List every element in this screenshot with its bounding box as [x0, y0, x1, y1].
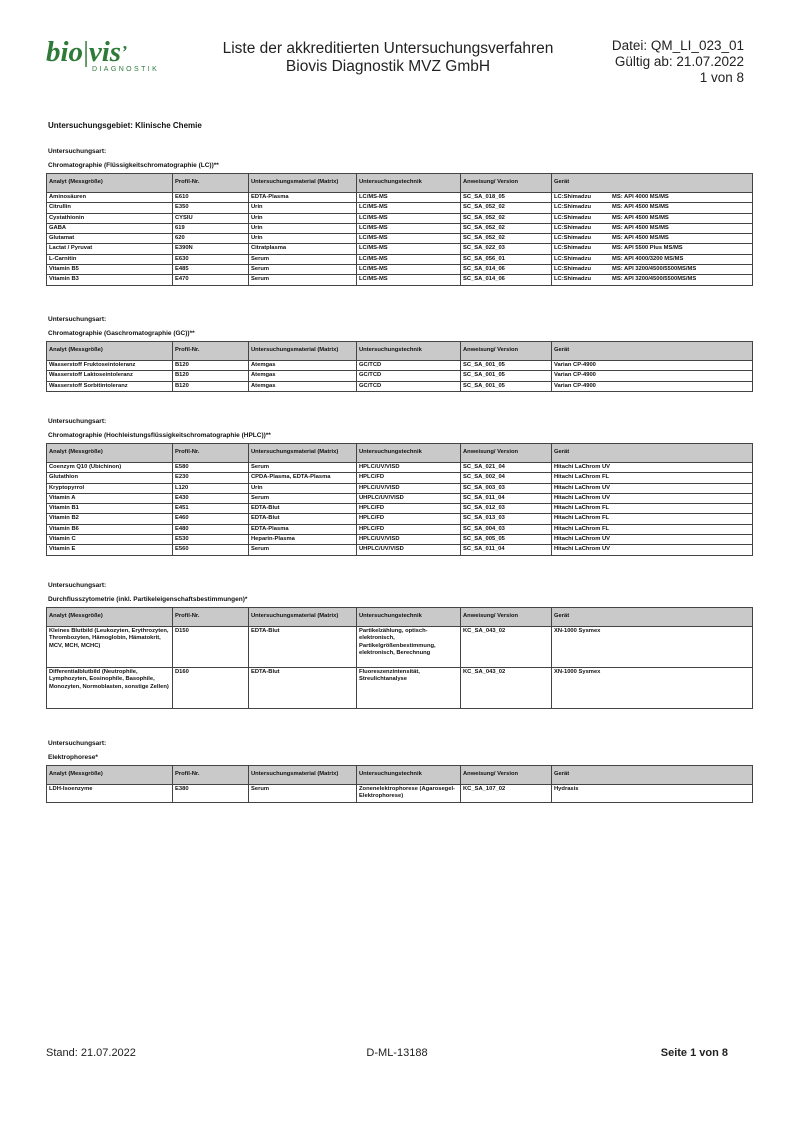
- table-cell: Wasserstoff Fruktoseintoleranz: [47, 361, 173, 371]
- table-cell: Hitachi LaChrom FL: [552, 504, 753, 514]
- table-row: [47, 473, 753, 483]
- table-row: [47, 254, 753, 264]
- section-title: Durchflusszytometrie (inkl. Partikeleigenschaftsbestimmungen)*: [48, 596, 248, 603]
- table-cell: SC_SA_001_05: [461, 361, 552, 371]
- table-cell: E430: [173, 493, 249, 503]
- footer-page: Seite 1 von 8: [660, 1047, 728, 1059]
- table-cell: Vitamin C: [47, 535, 173, 545]
- document-info: [612, 38, 744, 86]
- table-cell: Fluoreszenzintensität, Streulichtanalyse: [357, 668, 461, 709]
- table-cell: E610: [173, 193, 249, 203]
- lc-device: LC:Shimadzu: [554, 224, 592, 231]
- table-cell: HPLC/FD: [357, 514, 461, 524]
- column-header: Profil-Nr.: [173, 608, 249, 627]
- column-header: Anweisung/ Version: [461, 766, 552, 785]
- ms-device: MS: API 4500 MS/MS: [612, 214, 669, 221]
- table-cell: UHPLC/UV/VISD: [357, 493, 461, 503]
- table-cell: E390N: [173, 244, 249, 254]
- table-cell: Hitachi LaChrom UV: [552, 545, 753, 555]
- table-cell: E630: [173, 254, 249, 264]
- table-cell: EDTA-Plasma: [249, 193, 357, 203]
- column-header: Anweisung/ Version: [461, 444, 552, 463]
- table-cell: Hitachi LaChrom UV: [552, 493, 753, 503]
- table-cell: SC_SA_013_03: [461, 514, 552, 524]
- table-cell: E460: [173, 514, 249, 524]
- table-cell: Urin: [249, 483, 357, 493]
- footer-stand: Stand: 21.07.2022: [46, 1047, 136, 1059]
- table-cell: LC/MS-MS: [357, 203, 461, 213]
- table-cell: Atemgas: [249, 371, 357, 381]
- table-header-row: [47, 174, 753, 193]
- table-cell: Differentialblutbild (Neutrophile, Lymphozyten, Eosinophile, Basophile, Monozyten, Normoblasten, sonstige Zellen): [47, 668, 173, 709]
- table-cell: LC/MS-MS: [357, 254, 461, 264]
- table-cell: EDTA-Blut: [249, 627, 357, 668]
- section-title: Elektrophorese*: [48, 754, 98, 761]
- table-cell: Lactat / Pyruvat: [47, 244, 173, 254]
- section-3: [46, 417, 752, 556]
- table-cell: SC_SA_052_02: [461, 223, 552, 233]
- table-cell: Coenzym Q10 (Ubichinon): [47, 463, 173, 473]
- table-cell: SC_SA_003_03: [461, 483, 552, 493]
- table-cell: Glutamat: [47, 234, 173, 244]
- table-row: [47, 244, 753, 254]
- table-row: [47, 223, 753, 233]
- table-cell: Vitamin B5: [47, 265, 173, 275]
- table-cell: HPLC/FD: [357, 473, 461, 483]
- section-label: Untersuchungsart:: [48, 148, 107, 155]
- table-cell: Hitachi LaChrom UV: [552, 463, 753, 473]
- table-cell: [552, 234, 753, 244]
- table-cell: Cystathionin: [47, 213, 173, 223]
- table-cell: Zonenelektrophorese (Agarosegel-Elektrophorese): [357, 785, 461, 803]
- table-cell: Vitamin E: [47, 545, 173, 555]
- table-header-row: [47, 444, 753, 463]
- column-header: Gerät: [552, 342, 753, 361]
- table-header-row: [47, 342, 753, 361]
- column-header: Profil-Nr.: [173, 174, 249, 193]
- column-header: Analyt (Messgröße): [47, 444, 173, 463]
- area-title: Untersuchungsgebiet: Klinische Chemie: [48, 121, 202, 130]
- table-cell: Partikelzählung, optisch-elektronisch, Partikelgrößenbestimmung, elektronisch, Berechnung: [357, 627, 461, 668]
- column-header: Untersuchungsmaterial (Matrix): [249, 342, 357, 361]
- table-cell: LDH-Isoenzyme: [47, 785, 173, 803]
- table-cell: SC_SA_052_02: [461, 203, 552, 213]
- table-cell: HPLC/UV/VISD: [357, 535, 461, 545]
- section-title: Chromatographie (Flüssigkeitschromatographie (LC))**: [48, 162, 219, 169]
- table-cell: Hydrasis: [552, 785, 753, 803]
- method-table: [46, 443, 753, 556]
- page-count: 1 von 8: [699, 70, 744, 85]
- column-header: Anweisung/ Version: [461, 342, 552, 361]
- table-cell: GC/TCD: [357, 361, 461, 371]
- table-cell: E380: [173, 785, 249, 803]
- table-cell: [552, 275, 753, 285]
- section-label: Untersuchungsart:: [48, 582, 107, 589]
- table-cell: D160: [173, 668, 249, 709]
- table-cell: [552, 244, 753, 254]
- table-row: [47, 193, 753, 203]
- ms-device: MS: API 5500 Plus MS/MS: [612, 245, 683, 252]
- lc-device: LC:Shimadzu: [554, 214, 592, 221]
- table-row: [47, 524, 753, 534]
- section-label: Untersuchungsart:: [48, 418, 107, 425]
- table-header-row: [47, 608, 753, 627]
- table-cell: 620: [173, 234, 249, 244]
- table-cell: XN-1000 Sysmex: [552, 627, 753, 668]
- table-cell: Urin: [249, 223, 357, 233]
- column-header: Gerät: [552, 766, 753, 785]
- table-cell: SC_SA_052_02: [461, 234, 552, 244]
- table-cell: KC_SA_107_02: [461, 785, 552, 803]
- column-header: Untersuchungsmaterial (Matrix): [249, 174, 357, 193]
- table-row: [47, 371, 753, 381]
- table-cell: E560: [173, 545, 249, 555]
- table-cell: E480: [173, 524, 249, 534]
- lc-device: LC:Shimadzu: [554, 204, 592, 211]
- column-header: Analyt (Messgröße): [47, 766, 173, 785]
- table-cell: Citratplasma: [249, 244, 357, 254]
- column-header: Analyt (Messgröße): [47, 174, 173, 193]
- table-cell: Urin: [249, 203, 357, 213]
- table-cell: LC/MS-MS: [357, 275, 461, 285]
- method-table: [46, 765, 753, 803]
- table-row: [47, 504, 753, 514]
- table-cell: Serum: [249, 545, 357, 555]
- column-header: Profil-Nr.: [173, 444, 249, 463]
- table-row: [47, 381, 753, 391]
- table-cell: LC/MS-MS: [357, 213, 461, 223]
- ms-device: MS: API 3200/4500/5500MS/MS: [612, 266, 697, 273]
- table-cell: 619: [173, 223, 249, 233]
- column-header: Profil-Nr.: [173, 766, 249, 785]
- table-cell: Serum: [249, 275, 357, 285]
- table-cell: Urin: [249, 234, 357, 244]
- document-title: [200, 40, 576, 76]
- table-cell: [552, 265, 753, 275]
- table-header-row: [47, 766, 753, 785]
- table-cell: [552, 254, 753, 264]
- table-cell: Hitachi LaChrom FL: [552, 473, 753, 483]
- table-cell: LC/MS-MS: [357, 234, 461, 244]
- column-header: Untersuchungstechnik: [357, 608, 461, 627]
- lc-device: LC:Shimadzu: [554, 255, 592, 262]
- ms-device: MS: API 4500 MS/MS: [612, 224, 669, 231]
- table-cell: Vitamin B3: [47, 275, 173, 285]
- lc-device: LC:Shimadzu: [554, 276, 592, 283]
- table-cell: Varian CP-4900: [552, 381, 753, 391]
- table-cell: [552, 213, 753, 223]
- column-header: Anweisung/ Version: [461, 174, 552, 193]
- table-cell: Hitachi LaChrom FL: [552, 524, 753, 534]
- table-cell: HPLC/UV/VISD: [357, 483, 461, 493]
- section-label: Untersuchungsart:: [48, 740, 107, 747]
- column-header: Untersuchungstechnik: [357, 766, 461, 785]
- table-cell: E230: [173, 473, 249, 483]
- table-cell: Vitamin B1: [47, 504, 173, 514]
- table-cell: E350: [173, 203, 249, 213]
- table-cell: [552, 203, 753, 213]
- column-header: Profil-Nr.: [173, 342, 249, 361]
- table-cell: GC/TCD: [357, 381, 461, 391]
- table-cell: SC_SA_001_05: [461, 371, 552, 381]
- table-cell: E451: [173, 504, 249, 514]
- table-cell: EDTA-Plasma: [249, 524, 357, 534]
- table-cell: Wasserstoff Laktoseintoleranz: [47, 371, 173, 381]
- table-cell: GC/TCD: [357, 371, 461, 381]
- table-cell: E530: [173, 535, 249, 545]
- table-cell: SC_SA_004_03: [461, 524, 552, 534]
- table-cell: [552, 193, 753, 203]
- table-cell: LC/MS-MS: [357, 265, 461, 275]
- table-cell: Vitamin B6: [47, 524, 173, 534]
- table-cell: L120: [173, 483, 249, 493]
- section-title: Chromatographie (Gaschromatographie (GC))**: [48, 330, 195, 337]
- title-line-2: Biovis Diagnostik MVZ GmbH: [285, 58, 491, 75]
- table-cell: Hitachi LaChrom FL: [552, 514, 753, 524]
- table-cell: [552, 223, 753, 233]
- table-cell: XN-1000 Sysmex: [552, 668, 753, 709]
- table-cell: GABA: [47, 223, 173, 233]
- table-row: [47, 514, 753, 524]
- ms-device: MS: API 4500 MS/MS: [612, 235, 669, 242]
- table-cell: Heparin-Plasma: [249, 535, 357, 545]
- table-row: [47, 668, 753, 709]
- table-cell: E580: [173, 463, 249, 473]
- column-header: Untersuchungsmaterial (Matrix): [249, 608, 357, 627]
- file-id: Datei: QM_LI_023_01: [611, 38, 744, 53]
- lc-device: LC:Shimadzu: [554, 194, 592, 200]
- section-1: [46, 147, 752, 286]
- table-cell: SC_SA_018_05: [461, 193, 552, 203]
- table-cell: LC/MS-MS: [357, 223, 461, 233]
- table-cell: E470: [173, 275, 249, 285]
- lc-device: LC:Shimadzu: [554, 235, 592, 242]
- table-cell: Citrullin: [47, 203, 173, 213]
- table-cell: UHPLC/UV/VISD: [357, 545, 461, 555]
- column-header: Untersuchungsmaterial (Matrix): [249, 766, 357, 785]
- table-cell: EDTA-Blut: [249, 504, 357, 514]
- table-cell: Urin: [249, 213, 357, 223]
- table-cell: HPLC/FD: [357, 504, 461, 514]
- table-cell: SC_SA_012_03: [461, 504, 552, 514]
- section-5: [46, 739, 752, 803]
- footer-code: D-ML-13188: [366, 1047, 428, 1059]
- table-cell: L-Carnitin: [47, 254, 173, 264]
- table-cell: Vitamin B2: [47, 514, 173, 524]
- column-header: Untersuchungstechnik: [357, 444, 461, 463]
- table-cell: SC_SA_001_05: [461, 381, 552, 391]
- section-4: [46, 581, 752, 709]
- table-row: [47, 493, 753, 503]
- table-row: [47, 213, 753, 223]
- table-cell: SC_SA_014_06: [461, 275, 552, 285]
- table-cell: KC_SA_043_02: [461, 627, 552, 668]
- table-cell: Serum: [249, 785, 357, 803]
- ms-device: MS: API 4000 MS/MS: [612, 194, 669, 200]
- table-cell: EDTA-Blut: [249, 514, 357, 524]
- table-cell: SC_SA_056_01: [461, 254, 552, 264]
- title-line-1: Liste der akkreditierten Untersuchungsverfahren: [222, 40, 554, 57]
- table-cell: Vitamin A: [47, 493, 173, 503]
- method-table: [46, 341, 753, 392]
- table-cell: B120: [173, 381, 249, 391]
- table-cell: B120: [173, 371, 249, 381]
- table-cell: HPLC/FD: [357, 524, 461, 534]
- table-row: [47, 234, 753, 244]
- method-table: [46, 607, 753, 709]
- table-cell: Varian CP-4900: [552, 371, 753, 381]
- column-header: Untersuchungstechnik: [357, 342, 461, 361]
- table-cell: SC_SA_011_04: [461, 545, 552, 555]
- table-cell: Wasserstoff Sorbitintoleranz: [47, 381, 173, 391]
- ms-device: MS: API 3200/4500/5500MS/MS: [612, 276, 697, 283]
- table-row: [47, 535, 753, 545]
- table-cell: Aminosäuren: [47, 193, 173, 203]
- table-cell: Glutathion: [47, 473, 173, 483]
- table-cell: Hitachi LaChrom UV: [552, 535, 753, 545]
- table-cell: D150: [173, 627, 249, 668]
- table-cell: E485: [173, 265, 249, 275]
- table-cell: LC/MS-MS: [357, 244, 461, 254]
- section-title: Chromatographie (Hochleistungsflüssigkeitschromatographie (HPLC))**: [48, 432, 271, 439]
- section-label: Untersuchungsart:: [48, 316, 107, 323]
- ms-device: MS: API 4000/3200 MS/MS: [612, 255, 684, 262]
- logo-wordmark: bio|vis’: [46, 36, 128, 68]
- table-cell: CPDA-Plasma, EDTA-Plasma: [249, 473, 357, 483]
- table-cell: CYSIU: [173, 213, 249, 223]
- table-cell: Serum: [249, 265, 357, 275]
- column-header: Analyt (Messgröße): [47, 608, 173, 627]
- table-cell: B120: [173, 361, 249, 371]
- column-header: Untersuchungstechnik: [357, 174, 461, 193]
- column-header: Analyt (Messgröße): [47, 342, 173, 361]
- table-row: [47, 785, 753, 803]
- table-cell: SC_SA_002_04: [461, 473, 552, 483]
- column-header: Gerät: [552, 608, 753, 627]
- table-row: [47, 463, 753, 473]
- table-cell: Serum: [249, 254, 357, 264]
- table-cell: Serum: [249, 463, 357, 473]
- table-cell: Hitachi LaChrom UV: [552, 483, 753, 493]
- table-row: [47, 627, 753, 668]
- table-row: [47, 265, 753, 275]
- ms-device: MS: API 4500 MS/MS: [612, 204, 669, 211]
- table-row: [47, 361, 753, 371]
- table-row: [47, 483, 753, 493]
- table-cell: Atemgas: [249, 361, 357, 371]
- column-header: Untersuchungsmaterial (Matrix): [249, 444, 357, 463]
- biovis-logo: [46, 38, 176, 78]
- column-header: Gerät: [552, 174, 753, 193]
- table-cell: EDTA-Blut: [249, 668, 357, 709]
- section-2: [46, 315, 752, 392]
- table-cell: KC_SA_043_02: [461, 668, 552, 709]
- column-header: Anweisung/ Version: [461, 608, 552, 627]
- logo-subtitle: DIAGNOSTIK: [92, 66, 160, 73]
- lc-device: LC:Shimadzu: [554, 245, 592, 252]
- table-cell: Kleines Blutbild (Leukozyten, Erythrozyten, Thrombozyten, Hämoglobin, Hämatokrit, MCV, MCH, MCHC): [47, 627, 173, 668]
- table-cell: SC_SA_011_04: [461, 493, 552, 503]
- method-table: [46, 173, 753, 286]
- table-cell: SC_SA_014_06: [461, 265, 552, 275]
- table-row: [47, 203, 753, 213]
- page-header: [0, 0, 794, 100]
- table-cell: HPLC/UV/VISD: [357, 463, 461, 473]
- table-row: [47, 545, 753, 555]
- table-cell: SC_SA_005_05: [461, 535, 552, 545]
- table-cell: Serum: [249, 493, 357, 503]
- table-cell: SC_SA_022_03: [461, 244, 552, 254]
- column-header: Gerät: [552, 444, 753, 463]
- table-row: [47, 275, 753, 285]
- lc-device: LC:Shimadzu: [554, 266, 592, 273]
- table-cell: LC/MS-MS: [357, 193, 461, 203]
- table-cell: Kryptopyrrol: [47, 483, 173, 493]
- table-cell: Varian CP-4900: [552, 361, 753, 371]
- table-cell: Atemgas: [249, 381, 357, 391]
- valid-from: Gültig ab: 21.07.2022: [614, 54, 744, 69]
- table-cell: SC_SA_021_04: [461, 463, 552, 473]
- table-cell: SC_SA_052_02: [461, 213, 552, 223]
